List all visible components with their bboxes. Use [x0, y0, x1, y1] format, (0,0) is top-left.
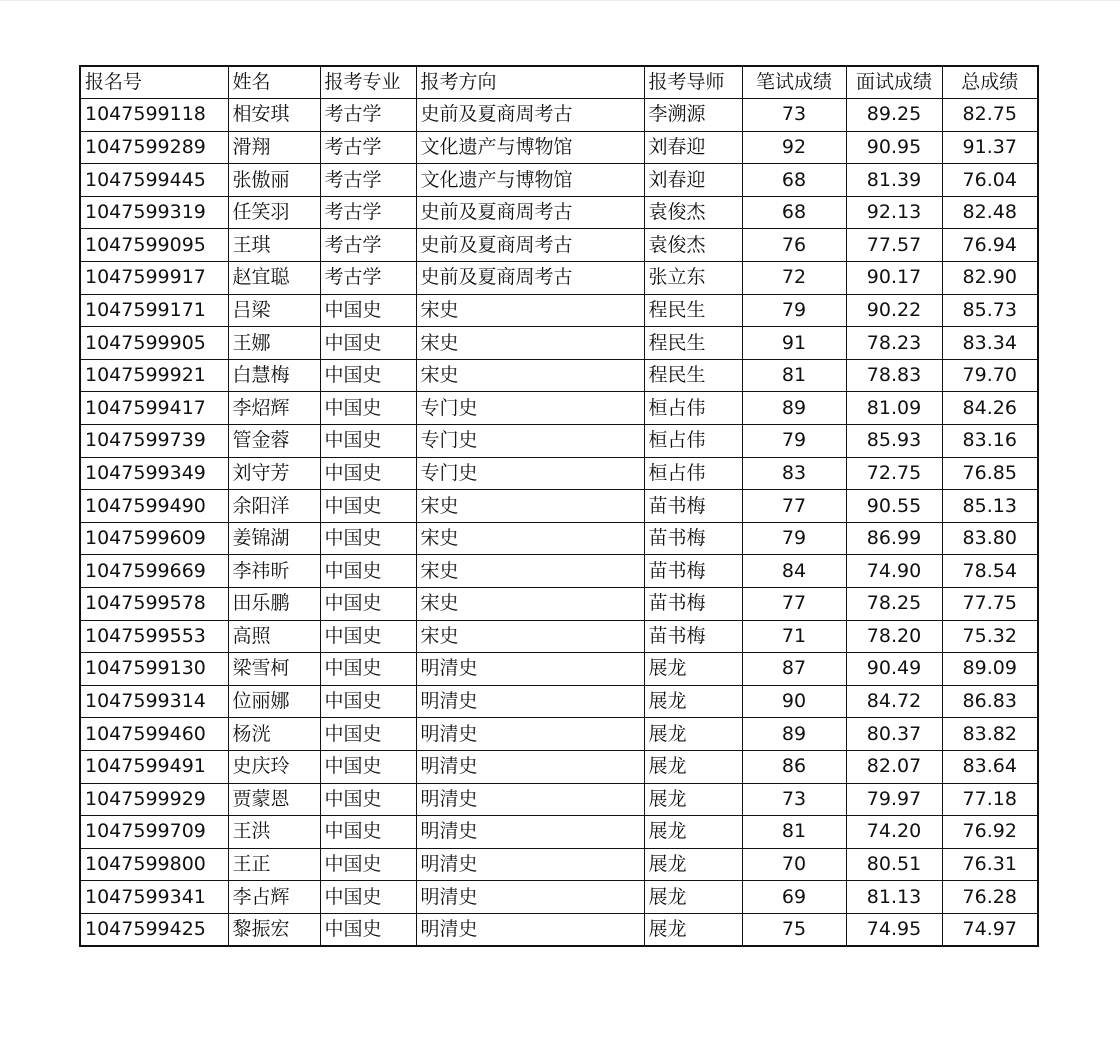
direction-cell: 专门史 — [416, 392, 644, 425]
written-score-cell: 68 — [742, 164, 846, 197]
total-score-cell: 82.48 — [942, 196, 1038, 229]
table-row — [80, 425, 1038, 458]
supervisor-cell: 桓占伟 — [644, 457, 742, 490]
header-interview-score: 面试成绩 — [846, 66, 942, 99]
written-score-cell: 90 — [742, 685, 846, 718]
written-score-cell: 79 — [742, 425, 846, 458]
major-cell: 考古学 — [320, 229, 416, 262]
name-cell: 滑翔 — [228, 131, 320, 164]
registration-number-cell: 1047599130 — [80, 653, 228, 686]
name-cell: 姜锦湖 — [228, 522, 320, 555]
supervisor-cell: 苗书梅 — [644, 588, 742, 621]
header-name: 姓名 — [228, 66, 320, 99]
supervisor-cell: 展龙 — [644, 685, 742, 718]
table-row — [80, 555, 1038, 588]
written-score-cell: 89 — [742, 718, 846, 751]
table-row — [80, 783, 1038, 816]
interview-score-cell: 84.72 — [846, 685, 942, 718]
supervisor-cell: 展龙 — [644, 718, 742, 751]
interview-score-cell: 90.55 — [846, 490, 942, 523]
total-score-cell: 83.80 — [942, 522, 1038, 555]
written-score-cell: 86 — [742, 750, 846, 783]
table-row — [80, 816, 1038, 849]
direction-cell: 宋史 — [416, 294, 644, 327]
major-cell: 中国史 — [320, 359, 416, 392]
interview-score-cell: 80.51 — [846, 848, 942, 881]
total-score-cell: 83.64 — [942, 750, 1038, 783]
registration-number-cell: 1047599490 — [80, 490, 228, 523]
total-score-cell: 76.94 — [942, 229, 1038, 262]
supervisor-cell: 展龙 — [644, 848, 742, 881]
table-row — [80, 457, 1038, 490]
direction-cell: 宋史 — [416, 588, 644, 621]
direction-cell: 宋史 — [416, 327, 644, 360]
written-score-cell: 79 — [742, 522, 846, 555]
supervisor-cell: 刘春迎 — [644, 164, 742, 197]
table-row — [80, 881, 1038, 914]
name-cell: 贾蒙恩 — [228, 783, 320, 816]
interview-score-cell: 85.93 — [846, 425, 942, 458]
name-cell: 张傲丽 — [228, 164, 320, 197]
name-cell: 田乐鹏 — [228, 588, 320, 621]
written-score-cell: 73 — [742, 99, 846, 132]
total-score-cell: 77.75 — [942, 588, 1038, 621]
major-cell: 中国史 — [320, 457, 416, 490]
table-row — [80, 229, 1038, 262]
total-score-cell: 91.37 — [942, 131, 1038, 164]
direction-cell: 专门史 — [416, 457, 644, 490]
direction-cell: 宋史 — [416, 359, 644, 392]
table-row — [80, 196, 1038, 229]
supervisor-cell: 苗书梅 — [644, 522, 742, 555]
supervisor-cell: 袁俊杰 — [644, 229, 742, 262]
written-score-cell: 70 — [742, 848, 846, 881]
name-cell: 任笑羽 — [228, 196, 320, 229]
total-score-cell: 75.32 — [942, 620, 1038, 653]
name-cell: 位丽娜 — [228, 685, 320, 718]
direction-cell: 史前及夏商周考古 — [416, 229, 644, 262]
header-supervisor: 报考导师 — [644, 66, 742, 99]
registration-number-cell: 1047599289 — [80, 131, 228, 164]
interview-score-cell: 90.49 — [846, 653, 942, 686]
interview-score-cell: 72.75 — [846, 457, 942, 490]
registration-number-cell: 1047599669 — [80, 555, 228, 588]
major-cell: 中国史 — [320, 848, 416, 881]
written-score-cell: 76 — [742, 229, 846, 262]
written-score-cell: 83 — [742, 457, 846, 490]
interview-score-cell: 74.20 — [846, 816, 942, 849]
table-row — [80, 620, 1038, 653]
total-score-cell: 78.54 — [942, 555, 1038, 588]
name-cell: 黎振宏 — [228, 913, 320, 946]
total-score-cell: 85.13 — [942, 490, 1038, 523]
interview-score-cell: 80.37 — [846, 718, 942, 751]
page-top-border — [0, 0, 1120, 1]
major-cell: 中国史 — [320, 653, 416, 686]
major-cell: 中国史 — [320, 783, 416, 816]
direction-cell: 专门史 — [416, 425, 644, 458]
name-cell: 相安琪 — [228, 99, 320, 132]
name-cell: 李占辉 — [228, 881, 320, 914]
interview-score-cell: 78.25 — [846, 588, 942, 621]
direction-cell: 文化遗产与博物馆 — [416, 164, 644, 197]
direction-cell: 明清史 — [416, 718, 644, 751]
direction-cell: 史前及夏商周考古 — [416, 262, 644, 295]
name-cell: 李祎昕 — [228, 555, 320, 588]
major-cell: 中国史 — [320, 522, 416, 555]
registration-number-cell: 1047599349 — [80, 457, 228, 490]
interview-score-cell: 81.09 — [846, 392, 942, 425]
registration-number-cell: 1047599319 — [80, 196, 228, 229]
major-cell: 考古学 — [320, 196, 416, 229]
registration-number-cell: 1047599709 — [80, 816, 228, 849]
header-written-score: 笔试成绩 — [742, 66, 846, 99]
written-score-cell: 87 — [742, 653, 846, 686]
name-cell: 梁雪柯 — [228, 653, 320, 686]
name-cell: 刘守芳 — [228, 457, 320, 490]
admission-scores-table — [79, 65, 1039, 947]
table-row — [80, 588, 1038, 621]
interview-score-cell: 78.23 — [846, 327, 942, 360]
supervisor-cell: 程民生 — [644, 327, 742, 360]
written-score-cell: 77 — [742, 490, 846, 523]
major-cell: 考古学 — [320, 262, 416, 295]
registration-number-cell: 1047599917 — [80, 262, 228, 295]
registration-number-cell: 1047599118 — [80, 99, 228, 132]
supervisor-cell: 李溯源 — [644, 99, 742, 132]
total-score-cell: 84.26 — [942, 392, 1038, 425]
direction-cell: 明清史 — [416, 881, 644, 914]
direction-cell: 宋史 — [416, 620, 644, 653]
name-cell: 王琪 — [228, 229, 320, 262]
total-score-cell: 76.85 — [942, 457, 1038, 490]
written-score-cell: 69 — [742, 881, 846, 914]
major-cell: 中国史 — [320, 392, 416, 425]
header-major: 报考专业 — [320, 66, 416, 99]
registration-number-cell: 1047599460 — [80, 718, 228, 751]
major-cell: 中国史 — [320, 750, 416, 783]
supervisor-cell: 桓占伟 — [644, 425, 742, 458]
name-cell: 李炤辉 — [228, 392, 320, 425]
table-row — [80, 653, 1038, 686]
supervisor-cell: 展龙 — [644, 816, 742, 849]
registration-number-cell: 1047599800 — [80, 848, 228, 881]
major-cell: 中国史 — [320, 620, 416, 653]
total-score-cell: 82.75 — [942, 99, 1038, 132]
direction-cell: 明清史 — [416, 848, 644, 881]
direction-cell: 宋史 — [416, 555, 644, 588]
registration-number-cell: 1047599578 — [80, 588, 228, 621]
interview-score-cell: 90.95 — [846, 131, 942, 164]
name-cell: 王洪 — [228, 816, 320, 849]
major-cell: 中国史 — [320, 327, 416, 360]
interview-score-cell: 86.99 — [846, 522, 942, 555]
name-cell: 王正 — [228, 848, 320, 881]
registration-number-cell: 1047599314 — [80, 685, 228, 718]
direction-cell: 明清史 — [416, 913, 644, 946]
supervisor-cell: 苗书梅 — [644, 620, 742, 653]
supervisor-cell: 展龙 — [644, 881, 742, 914]
total-score-cell: 76.92 — [942, 816, 1038, 849]
name-cell: 赵宜聪 — [228, 262, 320, 295]
major-cell: 中国史 — [320, 718, 416, 751]
table-row — [80, 164, 1038, 197]
direction-cell: 宋史 — [416, 490, 644, 523]
written-score-cell: 81 — [742, 359, 846, 392]
name-cell: 王娜 — [228, 327, 320, 360]
interview-score-cell: 90.22 — [846, 294, 942, 327]
supervisor-cell: 展龙 — [644, 653, 742, 686]
major-cell: 中国史 — [320, 816, 416, 849]
interview-score-cell: 78.83 — [846, 359, 942, 392]
name-cell: 史庆玲 — [228, 750, 320, 783]
interview-score-cell: 74.95 — [846, 913, 942, 946]
interview-score-cell: 89.25 — [846, 99, 942, 132]
header-direction: 报考方向 — [416, 66, 644, 99]
name-cell: 余阳洋 — [228, 490, 320, 523]
registration-number-cell: 1047599905 — [80, 327, 228, 360]
supervisor-cell: 展龙 — [644, 750, 742, 783]
written-score-cell: 81 — [742, 816, 846, 849]
direction-cell: 明清史 — [416, 685, 644, 718]
written-score-cell: 91 — [742, 327, 846, 360]
table-row — [80, 913, 1038, 946]
registration-number-cell: 1047599739 — [80, 425, 228, 458]
written-score-cell: 89 — [742, 392, 846, 425]
major-cell: 中国史 — [320, 588, 416, 621]
registration-number-cell: 1047599095 — [80, 229, 228, 262]
supervisor-cell: 张立东 — [644, 262, 742, 295]
total-score-cell: 79.70 — [942, 359, 1038, 392]
table-row — [80, 522, 1038, 555]
supervisor-cell: 程民生 — [644, 294, 742, 327]
supervisor-cell: 展龙 — [644, 783, 742, 816]
supervisor-cell: 袁俊杰 — [644, 196, 742, 229]
written-score-cell: 68 — [742, 196, 846, 229]
written-score-cell: 79 — [742, 294, 846, 327]
total-score-cell: 89.09 — [942, 653, 1038, 686]
table-row — [80, 685, 1038, 718]
written-score-cell: 73 — [742, 783, 846, 816]
table-header — [80, 66, 1038, 99]
total-score-cell: 77.18 — [942, 783, 1038, 816]
table-row — [80, 848, 1038, 881]
table-row — [80, 262, 1038, 295]
name-cell: 白慧梅 — [228, 359, 320, 392]
registration-number-cell: 1047599553 — [80, 620, 228, 653]
major-cell: 中国史 — [320, 881, 416, 914]
written-score-cell: 77 — [742, 588, 846, 621]
direction-cell: 史前及夏商周考古 — [416, 196, 644, 229]
interview-score-cell: 79.97 — [846, 783, 942, 816]
supervisor-cell: 苗书梅 — [644, 555, 742, 588]
interview-score-cell: 74.90 — [846, 555, 942, 588]
total-score-cell: 83.34 — [942, 327, 1038, 360]
major-cell: 中国史 — [320, 685, 416, 718]
direction-cell: 史前及夏商周考古 — [416, 99, 644, 132]
written-score-cell: 92 — [742, 131, 846, 164]
interview-score-cell: 81.13 — [846, 881, 942, 914]
total-score-cell: 86.83 — [942, 685, 1038, 718]
direction-cell: 明清史 — [416, 783, 644, 816]
header-total-score: 总成绩 — [942, 66, 1038, 99]
major-cell: 中国史 — [320, 490, 416, 523]
table-row — [80, 490, 1038, 523]
registration-number-cell: 1047599341 — [80, 881, 228, 914]
written-score-cell: 75 — [742, 913, 846, 946]
registration-number-cell: 1047599445 — [80, 164, 228, 197]
interview-score-cell: 90.17 — [846, 262, 942, 295]
major-cell: 中国史 — [320, 294, 416, 327]
registration-number-cell: 1047599491 — [80, 750, 228, 783]
direction-cell: 明清史 — [416, 750, 644, 783]
supervisor-cell: 刘春迎 — [644, 131, 742, 164]
interview-score-cell: 92.13 — [846, 196, 942, 229]
written-score-cell: 71 — [742, 620, 846, 653]
direction-cell: 明清史 — [416, 653, 644, 686]
supervisor-cell: 展龙 — [644, 913, 742, 946]
table-row — [80, 718, 1038, 751]
interview-score-cell: 82.07 — [846, 750, 942, 783]
table-body — [80, 99, 1038, 946]
major-cell: 考古学 — [320, 99, 416, 132]
name-cell: 高照 — [228, 620, 320, 653]
written-score-cell: 72 — [742, 262, 846, 295]
name-cell: 杨洸 — [228, 718, 320, 751]
interview-score-cell: 78.20 — [846, 620, 942, 653]
table-row — [80, 99, 1038, 132]
total-score-cell: 83.82 — [942, 718, 1038, 751]
direction-cell: 明清史 — [416, 816, 644, 849]
table-row — [80, 327, 1038, 360]
header-row — [80, 66, 1038, 99]
major-cell: 中国史 — [320, 913, 416, 946]
direction-cell: 宋史 — [416, 522, 644, 555]
table-row — [80, 131, 1038, 164]
total-score-cell: 76.28 — [942, 881, 1038, 914]
direction-cell: 文化遗产与博物馆 — [416, 131, 644, 164]
registration-number-cell: 1047599921 — [80, 359, 228, 392]
table-row — [80, 359, 1038, 392]
table-row — [80, 392, 1038, 425]
major-cell: 中国史 — [320, 555, 416, 588]
major-cell: 考古学 — [320, 131, 416, 164]
written-score-cell: 84 — [742, 555, 846, 588]
table-row — [80, 294, 1038, 327]
registration-number-cell: 1047599425 — [80, 913, 228, 946]
registration-number-cell: 1047599929 — [80, 783, 228, 816]
total-score-cell: 82.90 — [942, 262, 1038, 295]
supervisor-cell: 苗书梅 — [644, 490, 742, 523]
name-cell: 吕梁 — [228, 294, 320, 327]
total-score-cell: 76.31 — [942, 848, 1038, 881]
registration-number-cell: 1047599417 — [80, 392, 228, 425]
supervisor-cell: 桓占伟 — [644, 392, 742, 425]
major-cell: 中国史 — [320, 425, 416, 458]
name-cell: 管金蓉 — [228, 425, 320, 458]
registration-number-cell: 1047599171 — [80, 294, 228, 327]
table-row — [80, 750, 1038, 783]
registration-number-cell: 1047599609 — [80, 522, 228, 555]
major-cell: 考古学 — [320, 164, 416, 197]
total-score-cell: 85.73 — [942, 294, 1038, 327]
total-score-cell: 76.04 — [942, 164, 1038, 197]
interview-score-cell: 77.57 — [846, 229, 942, 262]
total-score-cell: 74.97 — [942, 913, 1038, 946]
interview-score-cell: 81.39 — [846, 164, 942, 197]
header-registration-number: 报名号 — [80, 66, 228, 99]
supervisor-cell: 程民生 — [644, 359, 742, 392]
total-score-cell: 83.16 — [942, 425, 1038, 458]
